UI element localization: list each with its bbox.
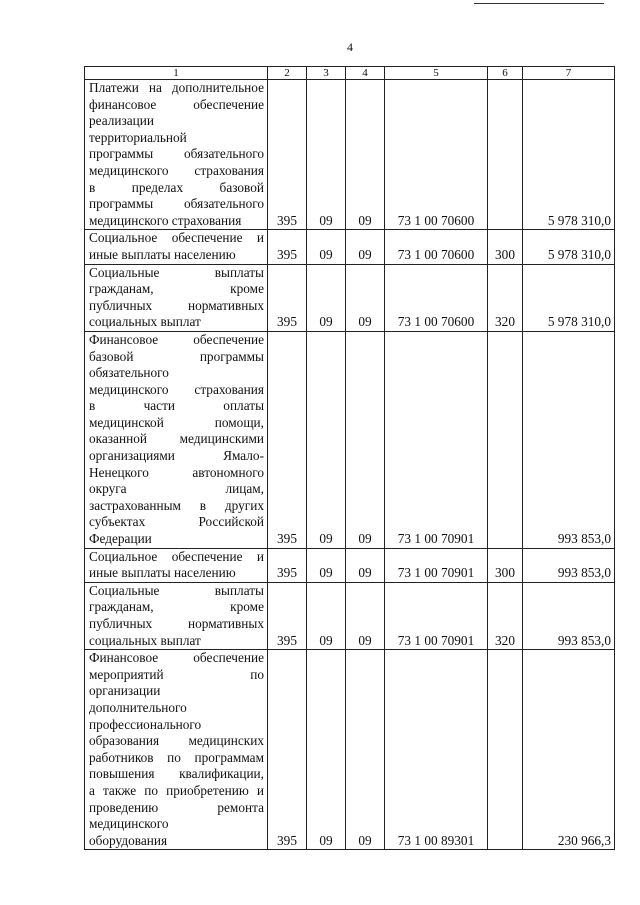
ministry-code: 395: [268, 331, 307, 548]
column-header: 1: [85, 67, 268, 80]
section-code: 09: [307, 650, 346, 850]
budget-table: [84, 66, 615, 850]
amount: 230 966,3: [523, 650, 615, 850]
amount: 5 978 310,0: [523, 230, 615, 264]
row-name-line: работников по программам: [89, 749, 264, 765]
section-code: 09: [307, 331, 346, 548]
table-body: [85, 80, 615, 850]
row-name-line: медицинского: [89, 816, 169, 832]
row-name-line: медицинского страхования: [89, 162, 264, 178]
row-name-line: оборудования: [89, 832, 168, 848]
subsection-code: 09: [346, 230, 385, 264]
ministry-code: 395: [268, 582, 307, 649]
row-name-line: базовой программы: [89, 348, 264, 364]
expense-type-code: [488, 80, 523, 230]
ministry-code: 395: [268, 80, 307, 230]
row-name-line: а также по приобретению и: [89, 782, 264, 798]
row-name-line: Финансовое обеспечение: [89, 331, 264, 347]
section-code: 09: [307, 264, 346, 331]
row-name-line: иные выплаты населению: [89, 246, 236, 262]
column-header: 6: [488, 67, 523, 80]
row-name-line: проведению ремонта: [89, 799, 264, 815]
ministry-code: 395: [268, 650, 307, 850]
row-name-line: гражданам, кроме: [89, 599, 264, 615]
amount: 5 978 310,0: [523, 264, 615, 331]
row-name-line: Социальное обеспечение и: [89, 230, 264, 246]
expense-type-code: 300: [488, 548, 523, 582]
table-row: [85, 230, 615, 264]
row-name-line: публичных нормативных: [89, 616, 264, 631]
amount: 5 978 310,0: [523, 80, 615, 230]
table-row: [85, 80, 615, 230]
row-name-line: социальных выплат: [89, 632, 201, 648]
row-name-line: в пределах базовой: [89, 179, 264, 195]
table-row: [85, 331, 615, 548]
row-name: [85, 80, 268, 230]
row-name-line: организациями Ямало-: [89, 448, 264, 464]
section-code: 09: [307, 80, 346, 230]
row-name-line: мероприятий по: [89, 666, 264, 682]
target-article-code: 73 1 00 70600: [385, 264, 488, 331]
row-name-line: публичных нормативных: [89, 297, 264, 313]
target-article-code: 73 1 00 70901: [385, 331, 488, 548]
amount: 993 853,0: [523, 331, 615, 548]
expense-type-code: 320: [488, 582, 523, 649]
row-name-line: Социальные выплаты: [89, 582, 264, 598]
row-name-line: Социальное обеспечение и: [89, 548, 264, 564]
row-name-line: финансовое обеспечение: [89, 96, 264, 112]
row-name-line: территориальной: [89, 129, 187, 145]
row-name-line: дополнительного: [89, 699, 187, 715]
target-article-code: 73 1 00 70901: [385, 582, 488, 649]
row-name-line: в части оплаты: [89, 398, 264, 414]
row-name: [85, 582, 268, 649]
subsection-code: 09: [346, 331, 385, 548]
row-name-line: иные выплаты населению: [89, 565, 236, 581]
row-name-line: округа лицам,: [89, 481, 264, 497]
row-name-line: организации: [89, 683, 161, 699]
column-header: 4: [346, 67, 385, 80]
amount: 993 853,0: [523, 548, 615, 582]
column-header: 2: [268, 67, 307, 80]
target-article-code: 73 1 00 70600: [385, 80, 488, 230]
expense-type-code: [488, 650, 523, 850]
row-name-line: гражданам, кроме: [89, 281, 264, 297]
column-header: 3: [307, 67, 346, 80]
row-name: [85, 548, 268, 582]
row-name-line: оказанной медицинскими: [89, 431, 264, 447]
row-name-line: программы обязательного: [89, 146, 264, 162]
section-code: 09: [307, 548, 346, 582]
row-name-line: Финансовое обеспечение: [89, 650, 264, 666]
row-name-line: медицинской помощи,: [89, 414, 264, 430]
column-header: 5: [385, 67, 488, 80]
column-number-row: [85, 67, 615, 80]
page-number: 4: [347, 40, 353, 54]
row-name-line: программы обязательного: [89, 196, 264, 212]
ministry-code: 395: [268, 548, 307, 582]
row-name-line: медицинского страхования: [89, 212, 242, 228]
row-name-line: социальных выплат: [89, 314, 201, 330]
row-name-line: обязательного: [89, 365, 169, 381]
table-row: [85, 548, 615, 582]
row-name: [85, 264, 268, 331]
table-row: [85, 650, 615, 850]
row-name-line: образования медицинских: [89, 733, 264, 749]
row-name-line: Федерации: [89, 531, 152, 547]
subsection-code: 09: [346, 264, 385, 331]
expense-type-code: 320: [488, 264, 523, 331]
row-name-line: реализации: [89, 113, 154, 129]
target-article-code: 73 1 00 89301: [385, 650, 488, 850]
row-name-line: профессионального: [89, 716, 202, 732]
row-name-line: медицинского страхования: [89, 381, 264, 397]
row-name-line: субъектах Российской: [89, 514, 264, 530]
table-row: [85, 582, 615, 649]
row-name-line: Платежи на дополнительное: [89, 80, 264, 95]
row-name-line: повышения квалификации,: [89, 766, 264, 782]
row-name-line: застрахованным в других: [89, 497, 264, 513]
subsection-code: 09: [346, 80, 385, 230]
top-rule: [474, 3, 604, 4]
expense-type-code: 300: [488, 230, 523, 264]
ministry-code: 395: [268, 264, 307, 331]
target-article-code: 73 1 00 70600: [385, 230, 488, 264]
row-name: [85, 650, 268, 850]
row-name-line: Социальные выплаты: [89, 264, 264, 280]
subsection-code: 09: [346, 582, 385, 649]
row-name: [85, 230, 268, 264]
section-code: 09: [307, 230, 346, 264]
row-name: [85, 331, 268, 548]
ministry-code: 395: [268, 230, 307, 264]
subsection-code: 09: [346, 650, 385, 850]
row-name-line: Ненецкого автономного: [89, 464, 264, 480]
subsection-code: 09: [346, 548, 385, 582]
column-header: 7: [523, 67, 615, 80]
expense-type-code: [488, 331, 523, 548]
table-row: [85, 264, 615, 331]
target-article-code: 73 1 00 70901: [385, 548, 488, 582]
section-code: 09: [307, 582, 346, 649]
amount: 993 853,0: [523, 582, 615, 649]
